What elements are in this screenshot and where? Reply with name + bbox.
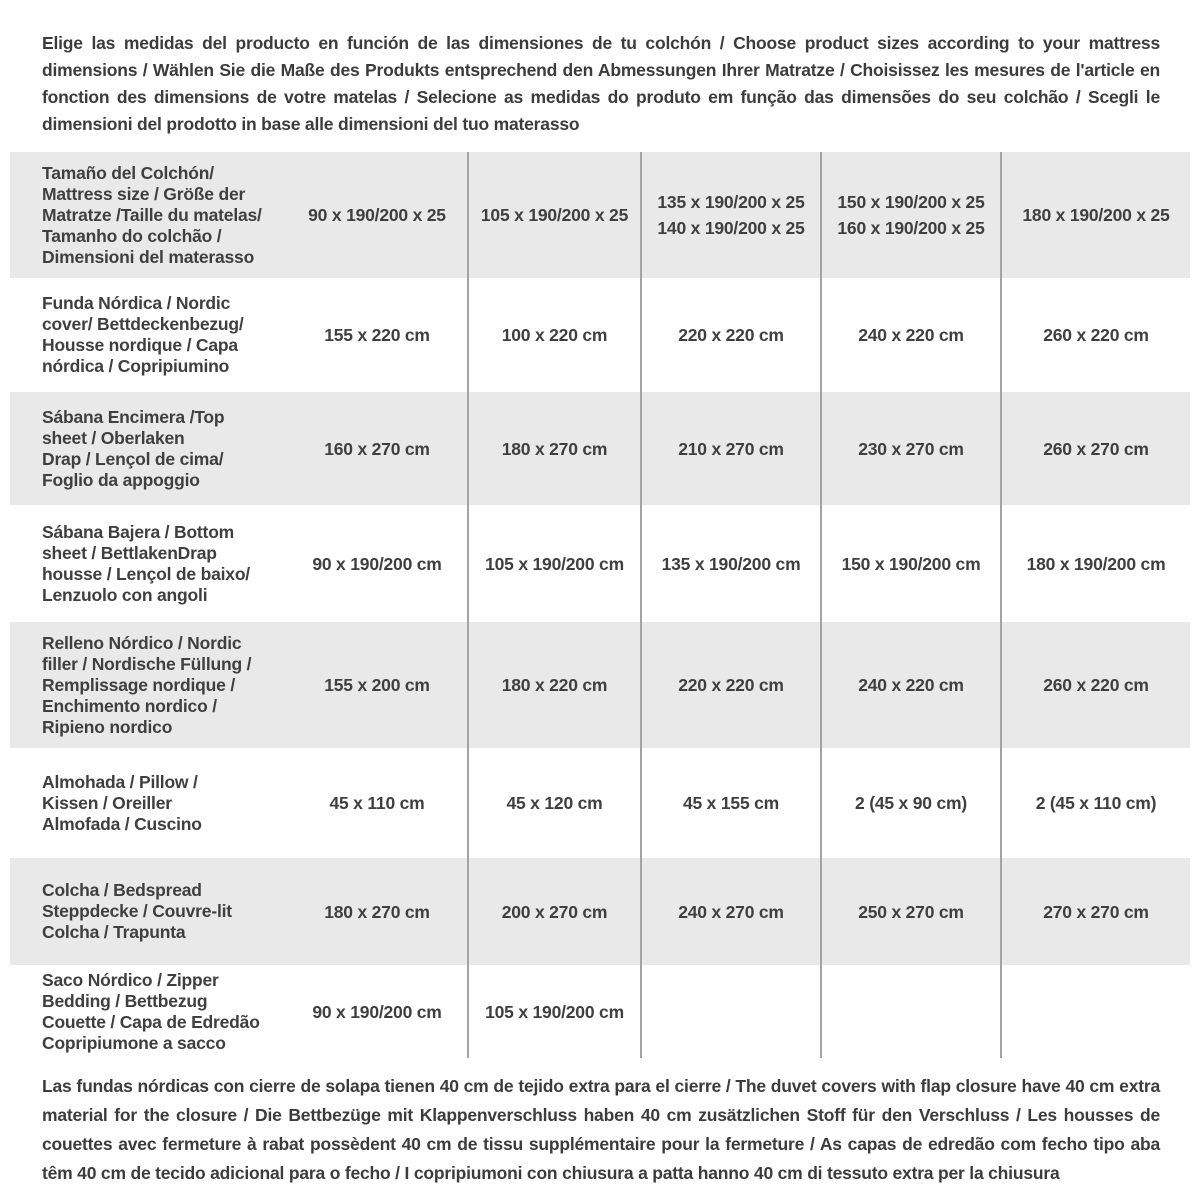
size-value: 105 x 190/200 cm xyxy=(467,505,640,622)
size-value xyxy=(640,965,820,1058)
size-value: 240 x 220 cm xyxy=(820,278,1000,392)
size-value: 155 x 220 cm xyxy=(324,325,430,345)
size-value xyxy=(1000,965,1190,1058)
header-size-column: 105 x 190/200 x 25 xyxy=(467,152,640,278)
size-value: 180 x 270 cm xyxy=(467,392,640,505)
header-size-column: 180 x 190/200 x 25 xyxy=(1000,152,1190,278)
table-header-row xyxy=(10,152,1190,278)
header-size-column: 150 x 190/200 x 25 160 x 190/200 x 25 xyxy=(820,152,1000,278)
size-value: 260 x 220 cm xyxy=(1000,278,1190,392)
row-label: Saco Nórdico / Zipper Bedding / Bettbezug Couette / Capa de Edredão Copripiumone a sacco xyxy=(42,969,260,1053)
size-value: 105 x 190/200 cm xyxy=(467,965,640,1058)
size-value: 135 x 190/200 cm xyxy=(640,505,820,622)
size-value: 180 x 190/200 cm xyxy=(1000,505,1190,622)
row-label: Sábana Bajera / Bottom sheet / BettlakenDrap housse / Lençol de baixo/ Lenzuolo con angoli xyxy=(42,521,250,605)
size-value: 100 x 220 cm xyxy=(467,278,640,392)
size-value: 180 x 270 cm xyxy=(324,901,430,922)
header-label-mattress-size: Tamaño del Colchón/ Mattress size / Größe der Matratze /Taille du matelas/ Tamanho do colchão / Dimensioni del materasso xyxy=(42,162,262,267)
size-value: 220 x 220 cm xyxy=(640,278,820,392)
footnote-text: Las fundas nórdicas con cierre de solapa tienen 40 cm de tejido extra para el cierre / The duvet covers with flap closure have 40 cm extra material for the closure / Die Bettbezüge mit Klappenverschluss haben 40 cm zusätzlichen Stoff für den Verschluss / Les housses de couettes avec fermeture à rabat possèdent 40 cm de tissu supplémentaire pour la fermeture / As capas de edredão com fecho tipo aba têm 40 cm de tecido adicional para o fecho / I copripiumoni con chiusura a patta hanno 40 cm di tessuto extra per la chiusura xyxy=(42,1076,1160,1183)
row-label: Almohada / Pillow / Kissen / Oreiller Almofada / Cuscino xyxy=(42,771,202,834)
size-value: 180 x 220 cm xyxy=(467,622,640,748)
size-value: 230 x 270 cm xyxy=(820,392,1000,505)
size-value: 2 (45 x 110 cm) xyxy=(1000,748,1190,858)
table-row-top-sheet xyxy=(10,392,1190,505)
size-value: 240 x 220 cm xyxy=(820,622,1000,748)
size-value: 45 x 155 cm xyxy=(640,748,820,858)
size-value: 200 x 270 cm xyxy=(467,858,640,965)
size-value: 2 (45 x 90 cm) xyxy=(820,748,1000,858)
size-value: 160 x 270 cm xyxy=(324,438,430,459)
size-guide-table xyxy=(10,152,1190,1058)
size-value: 155 x 200 cm xyxy=(324,675,430,695)
size-value: 220 x 220 cm xyxy=(640,622,820,748)
size-value: 90 x 190/200 cm xyxy=(312,553,442,574)
row-label: Colcha / Bedspread Steppdecke / Couvre-lit Colcha / Trapunta xyxy=(42,880,232,942)
table-row-nordic-filler xyxy=(10,622,1190,748)
size-value: 240 x 270 cm xyxy=(640,858,820,965)
table-row-pillow xyxy=(10,748,1190,858)
table-row-zipper-bedding xyxy=(10,965,1190,1058)
intro-text: Elige las medidas del producto en función de las dimensiones de tu colchón / Choose product sizes according to your mattress dimensions / Wählen Sie die Maße des Produkts entsprechend den Abmessungen Ihrer Matratze / Choisissez les mesures de l'article en fonction des dimensions de votre matelas / Selecione as medidas do produto em função das dimensões do seu colchão / Scegli le dimensioni del prodotto in base alle dimensioni del tuo materasso xyxy=(42,33,1160,134)
size-value: 270 x 270 cm xyxy=(1000,858,1190,965)
row-label: Sábana Encimera /Top sheet / Oberlaken Drap / Lençol de cima/ Foglio da appoggio xyxy=(42,406,225,490)
header-size-column: 135 x 190/200 x 25 140 x 190/200 x 25 xyxy=(640,152,820,278)
size-value: 45 x 120 cm xyxy=(467,748,640,858)
size-value: 260 x 270 cm xyxy=(1000,392,1190,505)
size-value: 150 x 190/200 cm xyxy=(820,505,1000,622)
size-value xyxy=(820,965,1000,1058)
table-row-bottom-sheet xyxy=(10,505,1190,622)
row-label: Relleno Nórdico / Nordic filler / Nordische Füllung / Remplissage nordique / Enchimento nordico / Ripieno nordico xyxy=(42,632,252,737)
row-label: Funda Nórdica / Nordic cover/ Bettdeckenbezug/ Housse nordique / Capa nórdica / Copripiumino xyxy=(42,293,244,376)
size-value: 210 x 270 cm xyxy=(640,392,820,505)
table-row-bedspread xyxy=(10,858,1190,965)
size-value: 260 x 220 cm xyxy=(1000,622,1190,748)
size-value: 90 x 190/200 cm xyxy=(312,1001,442,1022)
size-value: 250 x 270 cm xyxy=(820,858,1000,965)
size-value: 45 x 110 cm xyxy=(329,793,425,813)
header-size-column: 90 x 190/200 x 25 xyxy=(308,205,446,225)
table-row-nordic-cover xyxy=(10,278,1190,392)
